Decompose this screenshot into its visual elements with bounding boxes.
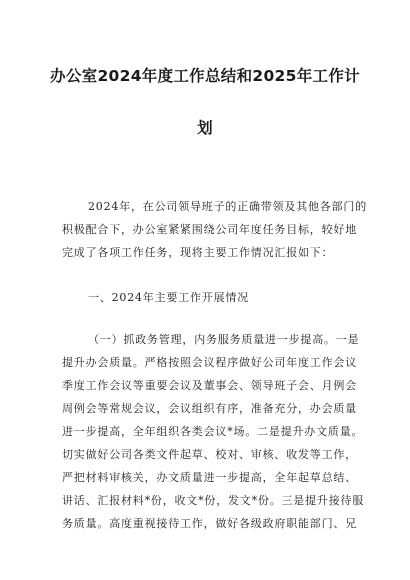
document-title-continued: 划 [197,119,213,137]
body-paragraph-line: 讲话、汇报材料*份，收文*份，发文*份。三是提升接待服 [62,494,365,507]
document-title: 办公室2024年度工作总结和2025年工作计 [50,67,360,85]
intro-paragraph-line: 完成了各项工作任务，现将主要工作情况汇报如下： [62,246,334,259]
body-paragraph-line: （一）抓政务管理，内务服务质量进一步提高。一是 [88,333,360,346]
body-paragraph-line: 提升办会质量。严格按照会议程序做好公司年度工作会议 [62,356,357,369]
body-paragraph-line: 务质量。高度重视接待工作，做好各级政府职能部门、兄 [62,517,357,530]
section-heading: 一、2024年主要工作开展情况 [88,291,249,304]
intro-paragraph-line: 积极配合下，办公室紧紧围绕公司年度任务目标，较好地 [62,223,357,236]
intro-paragraph-line: 2024年，在公司领导班子的正确带领及其他各部门的 [88,200,367,213]
body-paragraph-line: 切实做好公司各类文件起草、校对、审核、收发等工作， [62,448,357,461]
body-paragraph-line: 季度工作会议等重要会议及董事会、领导班子会、月例会 [62,379,357,392]
body-paragraph-line: 周例会等常规会议，会议组织有序，准备充分，办会质量 [62,402,357,415]
body-paragraph-line: 严把材料审核关，办文质量进一步提高，全年起草总结、 [62,471,357,484]
body-paragraph-line: 进一步提高，全年组织各类会议*场。二是提升办文质量。 [62,425,364,438]
